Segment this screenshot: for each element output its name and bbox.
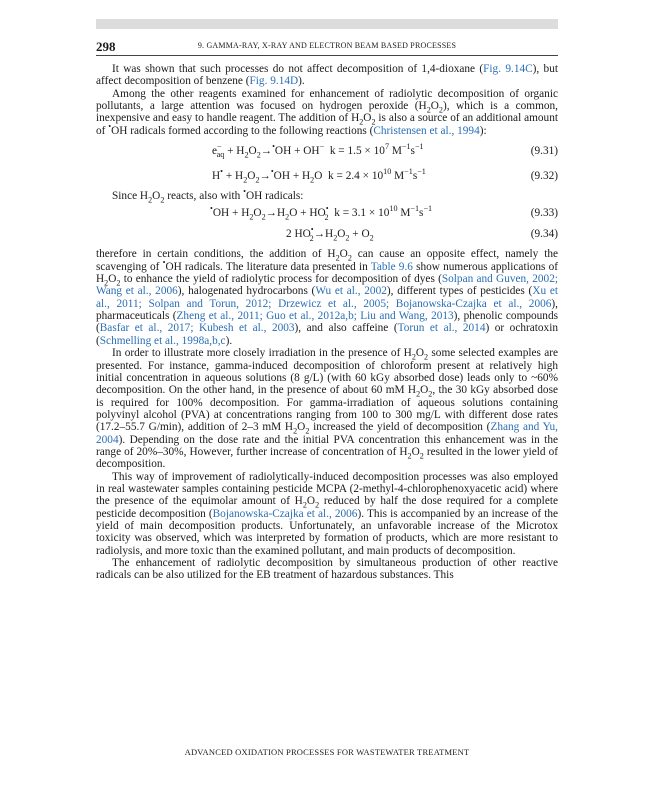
citation-link[interactable]: Solpan and Guven, 2002; Wang et al., 2006	[96, 273, 558, 298]
citation-link[interactable]: Zheng et al., 2011; Guo et al., 2012a,b; Liu and Wang, 2013	[176, 310, 454, 323]
citation-link[interactable]: Xu et al., 2011; Solpan and Torun, 2012; Drzewicz et al., 2005; Bojanowska-Czajka et al., 2006	[96, 285, 558, 310]
page-footer: ADVANCED OXIDATION PROCESSES FOR WASTEWATER TREATMENT	[184, 747, 470, 757]
equation-number: (9.33)	[530, 207, 558, 220]
equation-9-33: $^•OH + H_2O_2\to H_2O + HO^•_2$ $k = 3.1 \times 10^{10}$ $M^{-1}s^{-1}$ (9.33)	[210, 204, 558, 222]
table-link[interactable]: Table 9.6	[370, 260, 413, 273]
paragraph-1: It was shown that such processes do not affect decomposition of 1,4-dioxane (Fig. 9.14C), but affect decomposition of benzene (Fig. 9.14D).	[96, 63, 558, 88]
running-head: 9. GAMMA-RAY, X-RAY AND ELECTRON BEAM BASED PROCESSES	[197, 41, 457, 50]
equation-number: (9.32)	[530, 170, 558, 183]
citation-link[interactable]: Basfar et al., 2017; Kubesh et al., 2003	[99, 322, 295, 335]
equation-9-32: $H^• + H_2O_2\to^•OH + H_2O$ $k = 2.4 \times 10^{10}$ $M^{-1}s^{-1}$ (9.32)	[212, 167, 558, 185]
equation-number: (9.34)	[530, 228, 558, 241]
paragraph-7: The enhancement of radiolytic decomposition by simultaneous production of other reactive radicals can be also utilized for the EB treatment of hazardous substances. This	[96, 557, 558, 582]
equation-number: (9.31)	[530, 145, 558, 158]
equation-9-34: 2 $HO^•_2\to H_2O_2 + O_2$ (9.34)	[286, 225, 558, 243]
figure-link[interactable]: Fig. 9.14D	[249, 75, 299, 88]
citation-link[interactable]: Bojanowska-Czajka et al., 2006	[212, 507, 358, 520]
citation-link[interactable]: Christensen et al., 1994	[373, 124, 480, 137]
citation-link[interactable]: Schmelling et al., 1998a,b,c	[99, 334, 226, 347]
page-number: 298	[96, 39, 116, 54]
paragraph-2: Among the other reagents examined for enhancement of radiolytic decomposition of organic pollutants, a large attention was focused on hydrogen peroxide $(H_2O_2)$, which is a common, inexpensive and easy to handle reagent. The addition of $H_2O_2$ is also a source of an additional amount of •OH radicals formed according to the following reactions (Christensen et al., 1994):	[96, 87, 558, 137]
paragraph-3: Since $H_2O_2$ reacts, also with •OH radicals:	[112, 187, 304, 205]
paragraph-6: This way of improvement of radiolytically-induced decomposition processes was also employed in real wastewater samples containing pesticide MCPA (2-methyl-4-chlorophenoxyacetic acid) where the presence of the equimolar amount of $H_2O_2$ reduced by half the dose required for a complete pesticide decomposition (Bojanowska-Czajka et al., 2006). This is accompanied by an increase of the yield of main decomposition products. Unfortunately, an unfavorable increase of the Microtox toxicity was observed, which was interpreted by formation of products, which are more resistant to radiolysis, and more toxic than the examined pollutant, and main products of decomposition.	[96, 470, 559, 557]
paragraph-4: therefore in certain conditions, the addition of $H_2O_2$ can cause an opposite effect, namely the scavenging of •OH radicals. The literature data presented in Table 9.6 show numerous applications of $H_2O_2$ to enhance the yield of radiolytic process for decomposition of dyes (Solpan and Guven, 2002; Wang et al., 2006), halogenated hydrocarbons (Wu et al., 2002), different types of pesticides (Xu et al., 2011; Solpan and Torun, 2012; Drzewicz et al., 2005; Bojanowska-Czajka et al., 2006), pharmaceuticals (Zheng et al., 2011; Guo et al., 2012a,b; Liu and Wang, 2013), phenolic compounds (Basfar et al., 2017; Kubesh et al., 2003), and also caffeine (Torun et al., 2014) or ochratoxin (Schmelling et al., 1998a,b,c).	[96, 248, 558, 347]
citation-link[interactable]: Zhang and Yu, 2004	[96, 421, 559, 446]
equation-9-31: $e^-_{aq} + H_2O_2\to^•OH + OH^-$ $k = 1.5 \times 10^7$ $M^{-1}s^{-1}$ (9.31)	[212, 142, 558, 160]
citation-link[interactable]: Torun et al., 2014	[397, 322, 486, 335]
body-text	[96, 63, 558, 582]
paragraph-5: In order to illustrate more closely irradiation in the presence of $H_2O_2$ some selected examples are presented. For instance, gamma-induced decomposition of chloroform present at relatively high initial concentration in aqueous solutions (8 g/L) (with 60 kGy absorbed dose) leads only to ~60% decomposition. On the other hand, in the presence of about 60 mM $H_2O_2$, the 30 kGy absorbed dose is required for 100% decomposition. For gamma-irradiation of aqueous solutions containing polyvinyl alcohol (PVA) at concentrations ranging from 100 to 300 mg/L with different dose rates (17.2–55.7 G/min), addition of 2–3 mM $H_2O_2$ increased the yield of decomposition (Zhang and Yu, 2004). Depending on the dose rate and the initial PVA concentration this enhancement was in the range of 20%–30%, However, further increase of concentration of $H_2O_2$ resulted in the lower yield of decomposition.	[96, 347, 559, 471]
figure-link[interactable]: Fig. 9.14C	[483, 63, 533, 75]
page-header	[96, 39, 558, 56]
citation-link[interactable]: Wu et al., 2002	[315, 285, 387, 298]
header-band	[96, 19, 558, 29]
